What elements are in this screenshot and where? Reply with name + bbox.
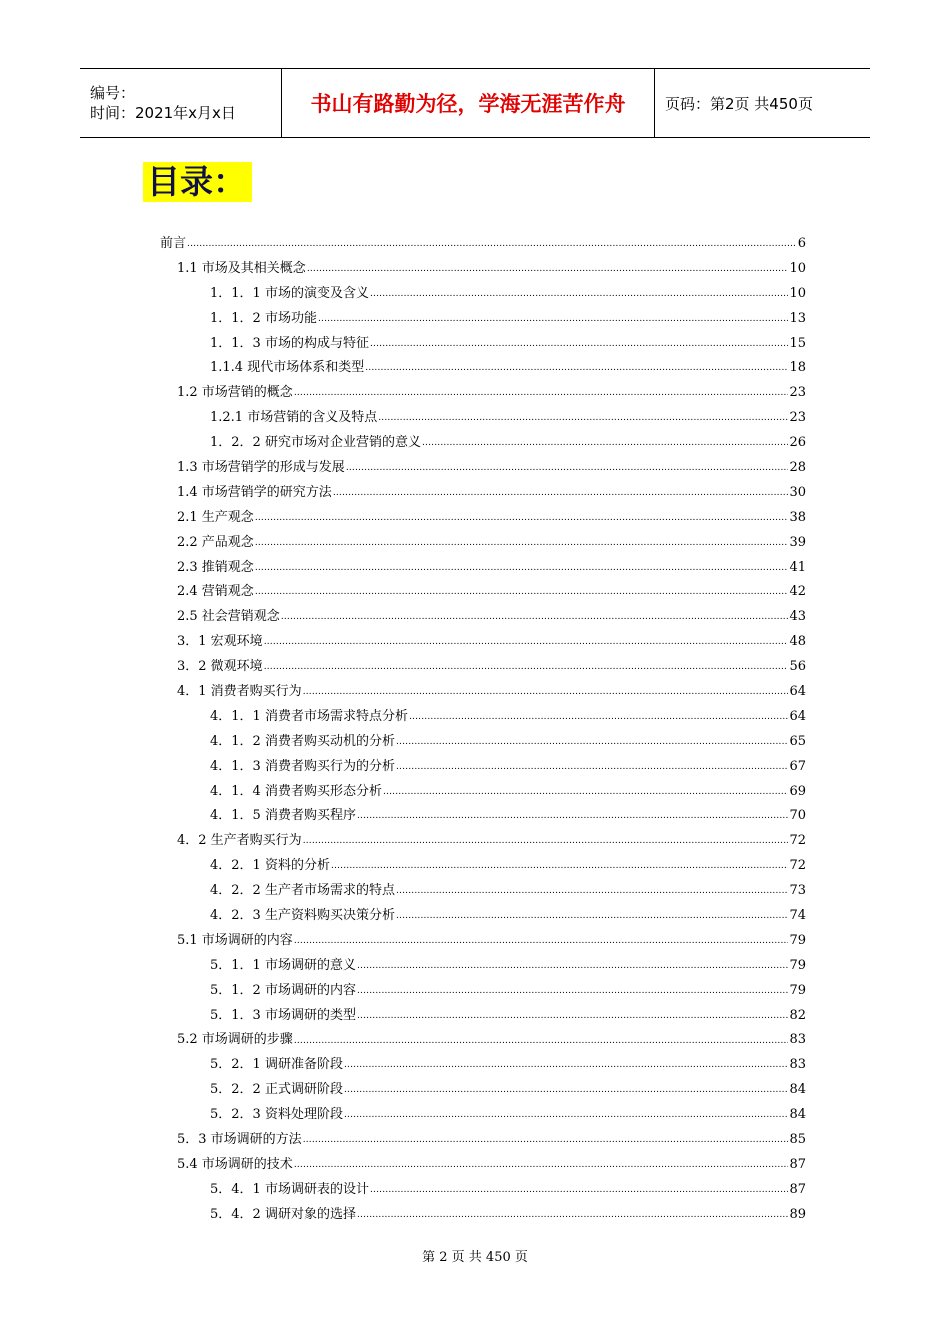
toc-entry-label: 1．1．2 市场功能: [210, 310, 317, 326]
toc-entry-page: 28: [789, 460, 806, 475]
toc-leader-dots: [303, 829, 789, 854]
toc-leader-dots: [333, 481, 789, 506]
toc-entry[interactable]: [160, 431, 806, 456]
toc-entry-label: 1.2 市场营销的概念: [177, 385, 293, 401]
toc-entry-page: 6: [797, 235, 806, 251]
toc-entry-label: 5．3 市场调研的方法: [177, 1132, 302, 1148]
toc-entry-page: 10: [789, 285, 806, 301]
toc-entry-page: 56: [789, 659, 806, 675]
toc-entry-label: 4．1．3 消费者购买行为的分析: [210, 758, 395, 774]
toc-entry[interactable]: [160, 780, 806, 805]
toc-entry-page: 39: [789, 534, 806, 550]
toc-entry-page: 87: [789, 1156, 806, 1172]
toc-entry[interactable]: [160, 904, 806, 929]
toc-entry[interactable]: [160, 730, 806, 755]
toc-entry-page: 23: [789, 385, 806, 401]
toc-entry-page: 83: [789, 1057, 806, 1073]
toc-entry[interactable]: [160, 854, 806, 879]
toc-entry-label: 5．2．2 正式调研阶段: [210, 1082, 343, 1098]
toc-entry-label: 1．1．1 市场的演变及含义: [210, 285, 369, 301]
toc-entry-label: 4．1．4 消费者购买形态分析: [210, 783, 382, 799]
toc-entry[interactable]: [160, 829, 806, 854]
toc-entry-label: 2.1 生产观念: [177, 509, 254, 525]
toc-leader-dots: [255, 531, 789, 556]
toc-entry[interactable]: [160, 605, 806, 630]
toc-entry[interactable]: [160, 307, 806, 332]
toc-entry[interactable]: [160, 257, 806, 282]
toc-entry-label: 3．2 微观环境: [177, 659, 263, 675]
toc-entry-label: 5.2 市场调研的步骤: [177, 1032, 293, 1048]
toc-entry-label: 1.1 市场及其相关概念: [177, 260, 306, 276]
toc-leader-dots: [264, 630, 789, 655]
toc-entry-label: 2.2 产品观念: [177, 534, 254, 550]
toc-leader-dots: [281, 605, 789, 630]
toc-leader-dots: [264, 655, 789, 680]
toc-entry-page: 30: [789, 484, 806, 500]
toc-entry-label: 4．2．3 生产资料购买决策分析: [210, 908, 395, 924]
toc-entry-page: 48: [789, 634, 806, 650]
toc-entry[interactable]: [160, 356, 806, 381]
page-info-text: 页码：第2页 共450页: [665, 94, 813, 113]
toc-entry-label: 5．2．3 资料处理阶段: [210, 1107, 343, 1123]
toc-leader-dots: [370, 1178, 789, 1203]
toc-leader-dots: [344, 1078, 789, 1103]
toc-leader-dots: [303, 1128, 789, 1153]
toc-leader-dots: [396, 904, 789, 929]
toc-leader-dots: [383, 780, 789, 805]
toc-leader-dots: [344, 1103, 789, 1128]
toc-entry-label: 4．1．5 消费者购买程序: [210, 808, 356, 824]
toc-entry[interactable]: [160, 232, 806, 257]
toc-entry-label: 5．1．2 市场调研的内容: [210, 982, 356, 998]
toc-leader-dots: [303, 680, 789, 705]
toc-entry-label: 5．4．2 调研对象的选择: [210, 1206, 356, 1222]
header-time: 时间：2021年x月x日: [90, 104, 236, 122]
toc-entry[interactable]: [160, 1203, 806, 1228]
toc-entry-label: 2.4 营销观念: [177, 584, 254, 600]
toc-leader-dots: [187, 232, 797, 257]
toc-entry[interactable]: [160, 1103, 806, 1128]
toc-entry[interactable]: [160, 556, 806, 581]
toc-leader-dots: [370, 282, 789, 307]
toc-entry-page: 13: [789, 310, 806, 326]
toc-entry[interactable]: [160, 332, 806, 357]
toc-entry-label: 5．2．1 调研准备阶段: [210, 1057, 343, 1073]
toc-leader-dots: [331, 854, 789, 879]
toc-leader-dots: [357, 1203, 789, 1228]
page-footer: 第 2 页 共 450 页: [422, 1250, 528, 1265]
header-page-info: [655, 69, 870, 137]
toc-entry-label: 3．1 宏观环境: [177, 634, 263, 650]
toc-entry-page: 79: [789, 932, 806, 948]
toc-leader-dots: [357, 1004, 789, 1029]
toc-entry-label: 1.3 市场营销学的形成与发展: [177, 460, 345, 475]
toc-entry-page: 43: [789, 609, 806, 625]
toc-leader-dots: [396, 755, 789, 780]
toc-entry[interactable]: [160, 1128, 806, 1153]
toc-leader-dots: [255, 506, 789, 531]
toc-entry[interactable]: [160, 456, 806, 481]
toc-leader-dots: [378, 406, 788, 431]
toc-entry-page: 72: [789, 833, 806, 849]
toc-entry[interactable]: [160, 381, 806, 406]
toc-leader-dots: [357, 954, 789, 979]
toc-entry[interactable]: [160, 1153, 806, 1178]
toc-leader-dots: [346, 456, 789, 481]
toc-leader-dots: [396, 879, 789, 904]
toc-entry-page: 18: [789, 360, 806, 376]
toc-leader-dots: [294, 1153, 789, 1178]
toc-entry[interactable]: [160, 506, 806, 531]
toc-entry-page: 83: [789, 1032, 806, 1048]
toc-entry[interactable]: [160, 755, 806, 780]
toc-entry-label: 1.2.1 市场营销的含义及特点: [210, 410, 378, 426]
toc-entry-label: 5.1 市场调研的内容: [177, 932, 293, 948]
toc-entry-label: 1.1.4 现代市场体系和类型: [210, 360, 365, 376]
toc-entry-label: 前言: [160, 235, 187, 251]
toc-entry-page: 15: [789, 335, 806, 351]
toc-entry-page: 67: [789, 758, 806, 774]
toc-entry-label: 4．2 生产者购买行为: [177, 833, 302, 849]
toc-entry-page: 64: [789, 708, 806, 724]
page-header: [80, 68, 870, 138]
toc-leader-dots: [307, 257, 789, 282]
toc-entry[interactable]: [160, 979, 806, 1004]
toc-entry[interactable]: [160, 481, 806, 506]
toc-entry[interactable]: [160, 1004, 806, 1029]
toc-entry-label: 1.4 市场营销学的研究方法: [177, 484, 332, 500]
toc-entry-page: 72: [789, 858, 806, 874]
toc-leader-dots: [396, 730, 789, 755]
toc-entry-page: 64: [789, 684, 806, 700]
toc-entry-label: 4．2．2 生产者市场需求的特点: [210, 883, 395, 899]
toc-entry[interactable]: [160, 1029, 806, 1054]
toc-leader-dots: [357, 979, 789, 1004]
toc-entry[interactable]: [160, 680, 806, 705]
header-motto: [282, 69, 655, 137]
toc-leader-dots: [357, 804, 789, 829]
toc-entry[interactable]: [160, 1078, 806, 1103]
header-number: 编号：: [90, 84, 136, 102]
toc-entry-label: 4．1 消费者购买行为: [177, 684, 302, 700]
toc-entry[interactable]: [160, 282, 806, 307]
toc-entry[interactable]: [160, 705, 806, 730]
toc-entry-page: 84: [789, 1107, 806, 1123]
toc-entry-page: 87: [789, 1181, 806, 1197]
toc-entry-page: 73: [789, 883, 806, 899]
toc-leader-dots: [344, 1053, 789, 1078]
toc-entry-page: 23: [789, 410, 806, 426]
toc-leader-dots: [294, 1029, 789, 1054]
toc-entry[interactable]: [160, 630, 806, 655]
toc-entry-page: 65: [789, 733, 806, 749]
toc-entry-label: 2.5 社会营销观念: [177, 609, 280, 625]
toc-entry[interactable]: [160, 531, 806, 556]
header-meta: [80, 69, 282, 137]
toc-entry-page: 42: [789, 584, 806, 600]
toc-entry-label: 5.4 市场调研的技术: [177, 1156, 293, 1172]
toc-entry-page: 79: [789, 957, 806, 973]
toc-leader-dots: [255, 556, 789, 581]
toc-leader-dots: [409, 705, 789, 730]
toc-entry-label: 5．4．1 市场调研表的设计: [210, 1181, 369, 1197]
toc-entry-page: 85: [789, 1132, 806, 1148]
toc-entry-page: 79: [789, 982, 806, 998]
toc-entry-page: 10: [789, 260, 806, 276]
toc-entry-label: 5．1．3 市场调研的类型: [210, 1007, 356, 1023]
toc-entry[interactable]: [160, 1178, 806, 1203]
toc-entry[interactable]: [160, 580, 806, 605]
toc-entry[interactable]: [160, 929, 806, 954]
toc-entry-page: 26: [789, 435, 806, 451]
toc-entry-page: 74: [789, 908, 806, 924]
toc-entry[interactable]: [160, 406, 806, 431]
toc-leader-dots: [255, 580, 789, 605]
toc-entry-label: 5．1．1 市场调研的意义: [210, 957, 356, 973]
toc-entry-page: 84: [789, 1082, 806, 1098]
toc-entry[interactable]: [160, 1053, 806, 1078]
table-of-contents: [160, 232, 806, 1228]
toc-entry[interactable]: [160, 954, 806, 979]
toc-entry-page: 38: [789, 509, 806, 525]
toc-entry-label: 4．2．1 资料的分析: [210, 858, 330, 874]
toc-entry-label: 2.3 推销观念: [177, 559, 254, 575]
toc-entry-page: 69: [789, 783, 806, 799]
motto-text: 书山有路勤为径，学海无涯苦作舟: [310, 92, 626, 116]
toc-leader-dots: [422, 431, 789, 456]
toc-entry-label: 1．2．2 研究市场对企业营销的意义: [210, 435, 421, 451]
toc-entry-page: 89: [789, 1206, 806, 1222]
toc-leader-dots: [365, 356, 788, 381]
toc-entry-page: 82: [789, 1007, 806, 1023]
toc-entry[interactable]: [160, 879, 806, 904]
toc-leader-dots: [318, 307, 789, 332]
toc-leader-dots: [294, 381, 789, 406]
toc-entry-page: 41: [789, 559, 806, 575]
toc-entry-label: 4．1．1 消费者市场需求特点分析: [210, 708, 408, 724]
toc-leader-dots: [294, 929, 789, 954]
toc-entry[interactable]: [160, 655, 806, 680]
toc-entry-page: 70: [789, 808, 806, 824]
toc-title: 目录：: [143, 162, 252, 202]
toc-entry-label: 4．1．2 消费者购买动机的分析: [210, 733, 395, 749]
toc-entry-label: 1．1．3 市场的构成与特征: [210, 335, 369, 351]
toc-leader-dots: [370, 332, 789, 357]
toc-entry[interactable]: [160, 804, 806, 829]
